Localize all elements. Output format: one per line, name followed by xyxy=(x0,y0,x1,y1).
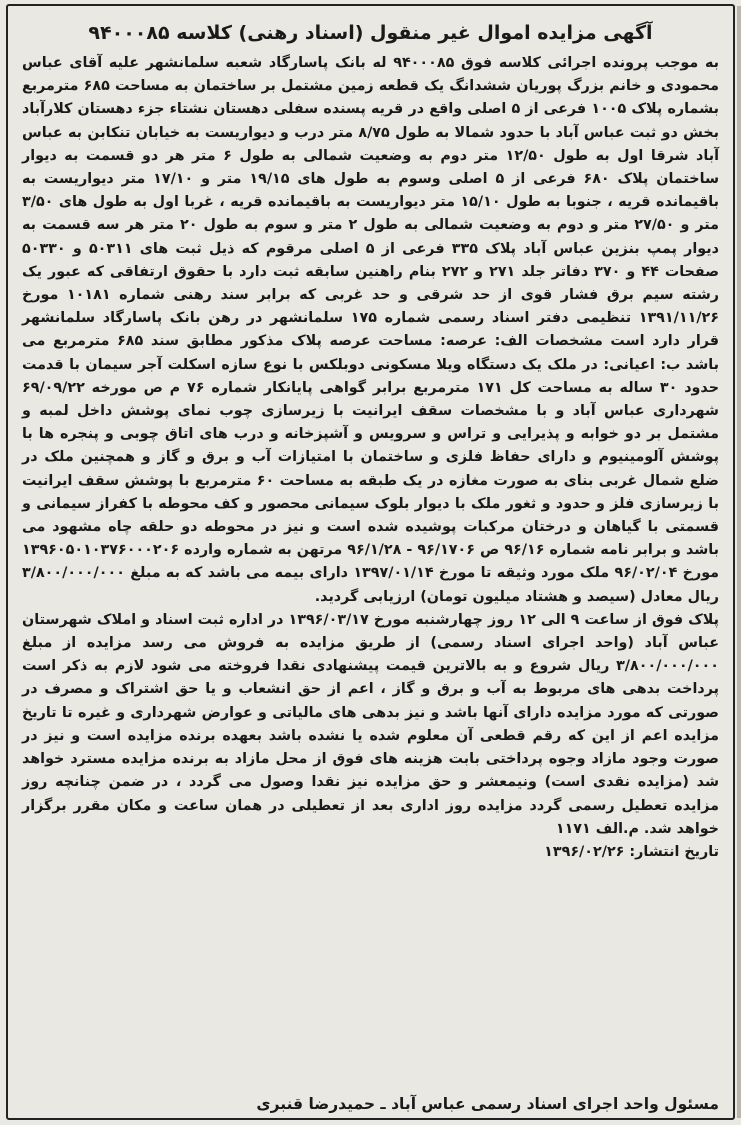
notice-title: آگهی مزایده اموال غیر منقول (اسناد رهنی) کلاسه ۹۴۰۰۰۸۵ xyxy=(88,22,653,44)
publish-date: تاریخ انتشار: ۱۳۹۶/۰۲/۲۶ xyxy=(544,843,719,860)
signature-line: مسئول واحد اجرای اسناد رسمی عباس آباد ـ حمیدرضا قنبری xyxy=(256,1095,719,1113)
page-edge xyxy=(737,6,741,1118)
notice-paragraph-property: به موجب پرونده اجرائی کلاسه فوق ۹۴۰۰۰۸۵ له بانک پاسارگاد شعبه سلمانشهر علیه آقای عباس محمودی و خانم بزرگ پوریان ششدانگ یک قطعه زمین مشتمل بر ساختمان به مساحت ۶۸۵ مترمربع بشماره پلاک ۱۰۰۵ فرعی از ۵ اصلی واقع در قریه پسنده سفلی دهستان نشتاء جزء دهستان کلارآباد بخش دو ثبت عباس آباد با حدود شمالا به طول ۸/۷۵ متر درب و دیواریست به خیابان تنکابن به عباس آباد شرقا اول به طول ۱۲/۵۰ متر دوم به وضعیت شمالی به طول ۶ متر هر دو قسمت به دیوار ساختمان پلاک ۶۸۰ فرعی از ۵ اصلی وسوم به طول های ۱۹/۱۵ متر و ۱۷/۱۰ متر دیواریست به باقیمانده قریه ، جنوبا به طول ۱۵/۱۰ متر دیواریست به باقیمانده قریه ، غربا اول به طول های ۳/۵۰ متر و ۲۷/۵۰ متر و دوم به وضعیت شمالی به طول ۲ متر و سوم به طول ۲۰ متر هر سه قسمت به دیوار پمپ بنزین عباس آباد پلاک ۳۳۵ فرعی از ۵ اصلی مرقوم که ذیل ثبت های ۵۰۳۱۱ و ۵۰۳۳۰ صفحات ۴۴ و ۳۷۰ دفاتر جلد ۲۷۱ و ۲۷۲ بنام راهنین سابقه ثبت دارد با حقوق ارتفاقی که عبور یک رشته سیم برق فشار قوی از حد شرقی و حد غربی که برابر سند رهنی شماره ۱۰۱۸۱ مورخ ۱۳۹۱/۱۱/۲۶ تنظیمی دفتر اسناد رسمی شماره ۱۷۵ سلمانشهر در رهن بانک پاسارگاد سلمانشهر قرار دارد است مشخصات الف: عرصه: مساحت عرصه پلاک مذکور مطابق سند ۶۸۵ مترمربع می باشد ب: اعیانی: در ملک یک دستگاه ویلا مسکونی دوبلکس با نوع سازه اسکلت آجر سیمان با قدمت حدود ۳۰ ساله به مساحت کل ۱۷۱ مترمربع برابر گواهی پایانکار شماره ۷۶ م ص مورخه ۶۹/۰۹/۲۲ شهرداری عباس آباد و با مشخصات سقف ایرانیت با زیرسازی چوب نمای پوشش داخل لمبه و مشتمل بر دو خوابه و پذیرایی و تراس و سرویس و آشپزخانه و درب های اتاق چوبی و پنجره ها با پوشش آلومینیوم و دارای حفاظ فلزی و ساختمان با امتیازات آب و برق و گاز و همچنین ملک در ضلع شمال غربی بنای به صورت مغازه در یک طبقه به مساحت ۶۰ مترمربع با پوشش سقف ایرانیت با زیرسازی فلز و حدود و ثغور ملک با دیوار بلوک سیمانی محصور و کف محوطه با کفراز سیمانی و قسمتی با گیاهان و درختان مرکبات پوشیده شده است و نیز در محوطه دو حلقه چاه مشهود می باشد و برابر نامه شماره ۹۶/۱۶ ص ۹۶/۱۷۰۶ - ۹۶/۱/۲۸ مرتهن به شماره وارده ۱۳۹۶۰۵۰۱۰۳۷۶۰۰۰۲۰۶ مورخ ۹۶/۰۲/۰۴ ملک مورد وثیقه تا مورخ ۱۳۹۷/۰۱/۱۴ دارای بیمه می باشد که به مبلغ ۳/۸۰۰/۰۰۰/۰۰۰ ریال معادل (سیصد و هشتاد میلیون تومان) ارزیابی گردید. xyxy=(22,55,720,605)
notice-paragraph-auction: پلاک فوق از ساعت ۹ الی ۱۲ روز چهارشنبه مورخ ۱۳۹۶/۰۳/۱۷ در اداره ثبت اسناد و املاک شهرستان عباس آباد (واحد اجرای اسناد رسمی) از طریق مزایده به فروش می رسد مزایده از مبلغ ۳/۸۰۰/۰۰۰/۰۰۰ ریال شروع و به بالاترین قیمت پیشنهادی نقدا فروخته می شود لازم به ذکر است پرداخت بدهی های مربوط به آب و برق و گاز ، اعم از حق انشعاب و یا حق اشتراک و مصرف در صورتی که مورد مزایده دارای آنها باشد و نیز بدهی های مالیاتی و عوارض شهرداری و غیره تا تاریخ مزایده اعم از این که رقم قطعی آن معلوم شده یا نشده باشد بعهده برنده مزایده است و نیز در صورت وجود مازاد وجوه پرداختی بابت هزینه های فوق از محل مازاد به برنده مزایده مسترد خواهد شد (مزایده نقدی است) ونیمعشر و حق مزایده نیز نقدا وصول می گردد ، در ضمن چنانچه روز مزایده تعطیل رسمی گردد مزایده روز اداری بعد از تعطیلی در همان ساعت و مکان مقرر برگزار خواهد شد. م.الف ۱۱۷۱ xyxy=(22,611,719,837)
notice-border xyxy=(6,4,735,1120)
